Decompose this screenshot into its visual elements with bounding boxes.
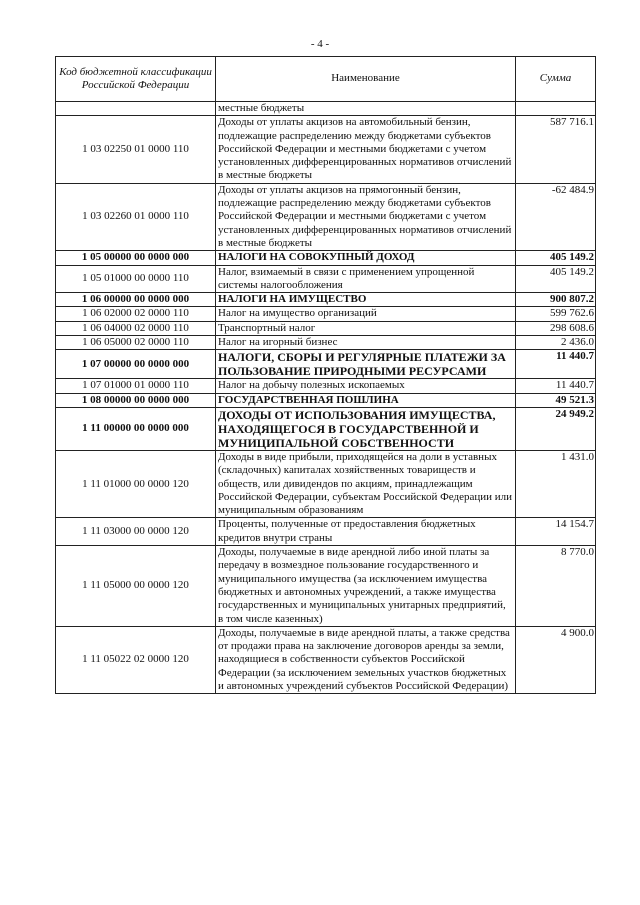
row-name: Доходы в виде прибыли, приходящейся на доли в уставных (складочных) капиталах хозяйственных товариществ и обществ, или дивидендов по акциям, принадлежащим Российской Федерации, субъектам Российской Федерации или муниципальным образованиям bbox=[216, 450, 516, 517]
row-name: Проценты, полученные от предоставления бюджетных кредитов внутри страны bbox=[216, 518, 516, 546]
row-amount: 900 807.2 bbox=[516, 293, 596, 307]
row-amount: 587 716.1 bbox=[516, 116, 596, 183]
row-code: 1 03 02260 01 0000 110 bbox=[56, 183, 216, 250]
header-name: Наименование bbox=[216, 57, 516, 102]
row-amount: 14 154.7 bbox=[516, 518, 596, 546]
table-row bbox=[56, 321, 596, 335]
table-row-section bbox=[56, 350, 596, 379]
row-code: 1 06 02000 02 0000 110 bbox=[56, 307, 216, 321]
row-amount: 599 762.6 bbox=[516, 307, 596, 321]
table-row bbox=[56, 307, 596, 321]
row-code: 1 03 02250 01 0000 110 bbox=[56, 116, 216, 183]
row-name: Налог на имущество организаций bbox=[216, 307, 516, 321]
table-row bbox=[56, 546, 596, 627]
row-name: НАЛОГИ, СБОРЫ И РЕГУЛЯРНЫЕ ПЛАТЕЖИ ЗА ПОЛЬЗОВАНИЕ ПРИРОДНЫМИ РЕСУРСАМИ bbox=[216, 350, 516, 379]
row-name: Транспортный налог bbox=[216, 321, 516, 335]
table-row bbox=[56, 379, 596, 393]
table-row-section bbox=[56, 251, 596, 265]
table-row bbox=[56, 450, 596, 517]
row-amount: 11 440.7 bbox=[516, 379, 596, 393]
row-code: 1 06 05000 02 0000 110 bbox=[56, 336, 216, 350]
row-amount: -62 484.9 bbox=[516, 183, 596, 250]
table-row-section bbox=[56, 393, 596, 407]
row-amount: 49 521.3 bbox=[516, 393, 596, 407]
table-row bbox=[56, 116, 596, 183]
row-code: 1 06 04000 02 0000 110 bbox=[56, 321, 216, 335]
row-code: 1 06 00000 00 0000 000 bbox=[56, 293, 216, 307]
row-code: 1 11 00000 00 0000 000 bbox=[56, 407, 216, 450]
row-name: Налог на игорный бизнес bbox=[216, 336, 516, 350]
row-amount: 4 900.0 bbox=[516, 626, 596, 693]
row-code: 1 05 00000 00 0000 000 bbox=[56, 251, 216, 265]
row-amount: 11 440.7 bbox=[516, 350, 596, 379]
row-amount: 405 149.2 bbox=[516, 251, 596, 265]
row-code bbox=[56, 102, 216, 116]
page-number: - 4 - bbox=[310, 38, 330, 50]
row-amount: 405 149.2 bbox=[516, 265, 596, 293]
row-name: Доходы от уплаты акцизов на прямогонный бензин, подлежащие распределению между бюджетами субъектов Российской Федерации и местными бюджетами с учетом установленных дифференцированных нормативов отчислений в местные бюджеты bbox=[216, 183, 516, 250]
row-code: 1 11 03000 00 0000 120 bbox=[56, 518, 216, 546]
row-amount bbox=[516, 102, 596, 116]
row-name: Доходы, получаемые в виде арендной либо иной платы за передачу в возмездное пользование государственного и муниципального имущества (за исключением имущества бюджетных и автономных учреждений, а также имущества государственных и муниципальных унитарных предприятий, в том числе казенных) bbox=[216, 546, 516, 627]
table-row bbox=[56, 518, 596, 546]
row-amount: 24 949.2 bbox=[516, 407, 596, 450]
table-row bbox=[56, 265, 596, 293]
row-code: 1 11 01000 00 0000 120 bbox=[56, 450, 216, 517]
row-name: Доходы от уплаты акцизов на автомобильный бензин, подлежащие распределению между бюджетами субъектов Российской Федерации и местными бюджетами с учетом установленных дифференцированных нормативов отчислений в местные бюджеты bbox=[216, 116, 516, 183]
header-code: Код бюджетной классификации Российской Федерации bbox=[56, 57, 216, 102]
row-code: 1 08 00000 00 0000 000 bbox=[56, 393, 216, 407]
table-row bbox=[56, 102, 596, 116]
row-name: НАЛОГИ НА ИМУЩЕСТВО bbox=[216, 293, 516, 307]
row-code: 1 07 00000 00 0000 000 bbox=[56, 350, 216, 379]
row-name: ДОХОДЫ ОТ ИСПОЛЬЗОВАНИЯ ИМУЩЕСТВА, НАХОДЯЩЕГОСЯ В ГОСУДАРСТВЕННОЙ И МУНИЦИПАЛЬНОЙ СОБСТВЕННОСТИ bbox=[216, 407, 516, 450]
row-code: 1 07 01000 01 0000 110 bbox=[56, 379, 216, 393]
row-amount: 1 431.0 bbox=[516, 450, 596, 517]
budget-table bbox=[55, 56, 596, 694]
row-name: Налог, взимаемый в связи с применением упрощенной системы налогообложения bbox=[216, 265, 516, 293]
table-row bbox=[56, 183, 596, 250]
row-name: Налог на добычу полезных ископаемых bbox=[216, 379, 516, 393]
table-header-row bbox=[56, 57, 596, 102]
row-code: 1 11 05000 00 0000 120 bbox=[56, 546, 216, 627]
table-row-section bbox=[56, 407, 596, 450]
row-code: 1 05 01000 00 0000 110 bbox=[56, 265, 216, 293]
row-amount: 2 436.0 bbox=[516, 336, 596, 350]
row-name: Доходы, получаемые в виде арендной платы, а также средства от продажи права на заключение договоров аренды за земли, находящиеся в собственности субъектов Российской Федерации (за исключением земельных участков бюджетных и автономных учреждений субъектов Российской Федерации) bbox=[216, 626, 516, 693]
table-row bbox=[56, 336, 596, 350]
row-name: ГОСУДАРСТВЕННАЯ ПОШЛИНА bbox=[216, 393, 516, 407]
row-name: НАЛОГИ НА СОВОКУПНЫЙ ДОХОД bbox=[216, 251, 516, 265]
table-row-section bbox=[56, 293, 596, 307]
row-code: 1 11 05022 02 0000 120 bbox=[56, 626, 216, 693]
header-amount: Сумма bbox=[516, 57, 596, 102]
row-amount: 8 770.0 bbox=[516, 546, 596, 627]
row-name: местные бюджеты bbox=[216, 102, 516, 116]
row-amount: 298 608.6 bbox=[516, 321, 596, 335]
table-row bbox=[56, 626, 596, 693]
